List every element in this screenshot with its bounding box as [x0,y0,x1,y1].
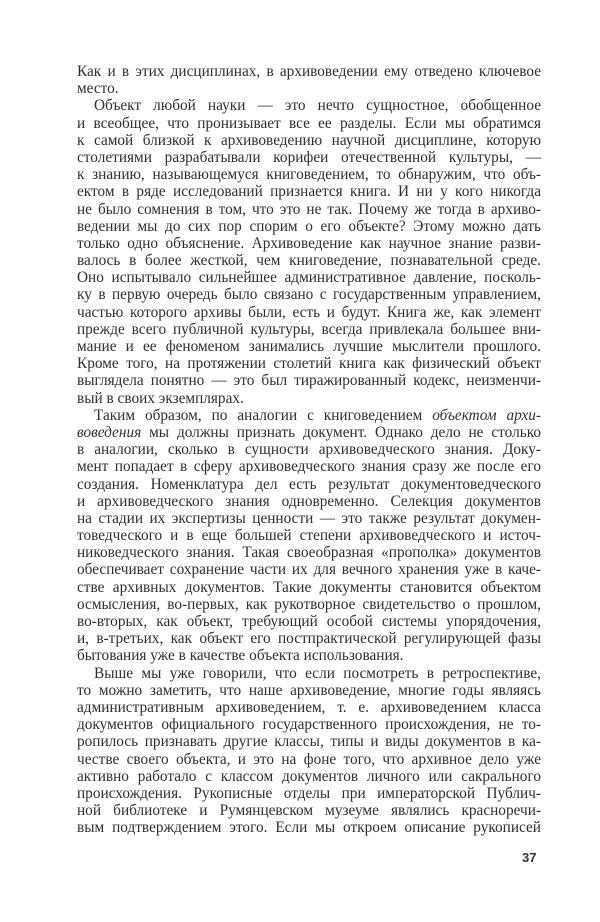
text-span: столетиями разрабатывали корифеи отечественной культуры, — [77,148,541,166]
text-line [77,166,541,183]
text-line [77,97,541,114]
text-span: ропилось признавать другие классы, типы и виды документов в ка- [77,733,541,751]
text-span: прежде всего публичной культуры, всегда привлекала большее вни- [77,320,541,338]
text-line [77,355,541,372]
text-span: ведении мы до сих пор спорим о его объекте? Этому можно дать [77,217,541,235]
text-line [77,407,541,424]
text-line [77,63,541,80]
text-line [77,647,541,664]
text-line [77,115,541,132]
text-span: ектом в ряде исследований признается книга. И ни у кого никогда [77,183,541,201]
text-line [77,458,541,475]
text-line [77,321,541,338]
text-line [77,561,541,578]
text-line [77,269,541,286]
text-line [77,286,541,303]
text-line [77,201,541,218]
text-line [77,785,541,802]
italic-term: воведения [77,423,142,441]
text-line [77,441,541,458]
text-span: Выше мы уже говорили, что если посмотреть в ретроспективе, [94,664,541,682]
text-span: и архивоведческого знания одновременно. Селекция документов [77,492,541,510]
text-span: Объект любой науки — это нечто сущностное, обобщенное [94,97,541,115]
text-line [77,819,541,836]
text-span: валось в более жесткой, чем книговедение, познавательной среде. [77,252,541,270]
text-line [77,768,541,785]
text-line [77,682,541,699]
text-line [77,665,541,682]
text-span: документов официального государственного происхождения, не то- [77,716,541,734]
text-line [77,527,541,544]
text-span: в аналогии, сколько в сущности архивоведческого знания. Доку- [77,441,541,459]
text-line [77,802,541,819]
text-line [77,304,541,321]
text-span: мент попадает в сферу архивоведческого знания сразу же после его [77,458,541,476]
text-line [77,476,541,493]
text-line [77,510,541,527]
text-span: вый в своих экземплярах. [77,389,244,407]
text-span: ной библиотеке и Румянцевском музеуме являлись красноречи- [77,802,541,820]
text-line [77,716,541,733]
text-line [77,132,541,149]
text-line [77,613,541,630]
text-span: во-вторых, как объект, требующий особой системы упорядочения, [77,613,541,630]
text-span: частью которого архивы были, есть и будут. Книга же, как элемент [77,303,541,321]
text-span: место. [77,80,119,98]
text-span: мание и ее феноменом занимались лучшие мыслители прошлого. [77,338,541,355]
text-span: к знанию, называющемуся книговедением, то обнаружим, что объ- [77,166,541,184]
italic-term: объектом архи- [432,406,541,424]
text-line [77,493,541,510]
text-line [77,733,541,750]
text-span: никоведческого знания. Такая своеобразная «прополка» документов [77,544,541,562]
text-line [77,252,541,269]
text-line [77,390,541,407]
text-span: выглядела понятно — это был тиражированный кодекс, неизменчи- [77,372,541,390]
text-line [77,149,541,166]
text-span: честве своего объекта, и это на фоне того, что архивное дело уже [77,750,541,768]
text-span: не было сомнения в том, что это не так. Почему же тогда в архиво- [77,200,541,218]
text-line [77,751,541,768]
text-span: происхождения. Рукописные отделы при императорской Публич- [77,784,541,802]
text-span: активно работало с классом документов личного или сакрального [77,767,541,785]
text-span: и, в-третьих, как объект его постпрактической регулирующей фазы [77,630,541,648]
text-line [77,183,541,200]
text-line [77,424,541,441]
text-span: к самой близкой к архивоведению научной дисциплине, которую [77,131,541,149]
text-line [77,630,541,647]
text-line [77,596,541,613]
text-line [77,372,541,389]
text-span: то можно заметить, что наше архивоведение, многие годы являясь [77,681,541,699]
text-span: создания. Номенклатура дел есть результат документоведческого [77,475,541,493]
page-number: 37 [522,850,537,865]
text-span: вым подтверждением этого. Если мы откроем описание рукописей [77,819,541,837]
text-line [77,699,541,716]
text-span: на стадии их экспертизы ценности — это также результат докумен- [77,509,541,527]
body-text [77,63,541,836]
text-span: Таким образом, по аналогии с книговедением [94,406,433,424]
text-line [77,80,541,97]
text-line [77,544,541,561]
text-line [77,235,541,252]
text-span: обеспечивает сохранение части их для вечного хранения уже в каче- [77,561,541,579]
text-span: мы должны признать документ. Однако дело не столько [141,423,541,441]
text-span: Оно испытывало сильнейшее административное давление, посколь- [77,269,541,287]
text-span: только одно объяснение. Архивоведение как научное знание разви- [77,234,541,252]
text-span: ку в первую очередь было связано с государственным управлением, [77,286,541,304]
text-line [77,218,541,235]
text-span: товедческого и в еще большей степени архивоведческого и источ- [77,527,541,545]
text-line [77,579,541,596]
text-span: и всеобщее, что пронизывает все ее разделы. Если мы обратимся [77,114,541,132]
text-span: Как и в этих дисциплинах, в архивоведении ему отведено ключевое [77,63,541,80]
text-span: административным архивоведением, т. е. архивоведением класса [77,698,541,716]
text-span: бытования уже в качестве объекта использования. [77,647,404,665]
text-line [77,338,541,355]
text-span: осмысления, во-первых, как рукотворное свидетельство о прошлом, [77,595,541,613]
text-span: Кроме того, на протяжении столетий книга как физический объект [77,355,541,373]
text-span: стве архивных документов. Такие документы становится объектом [77,578,541,596]
